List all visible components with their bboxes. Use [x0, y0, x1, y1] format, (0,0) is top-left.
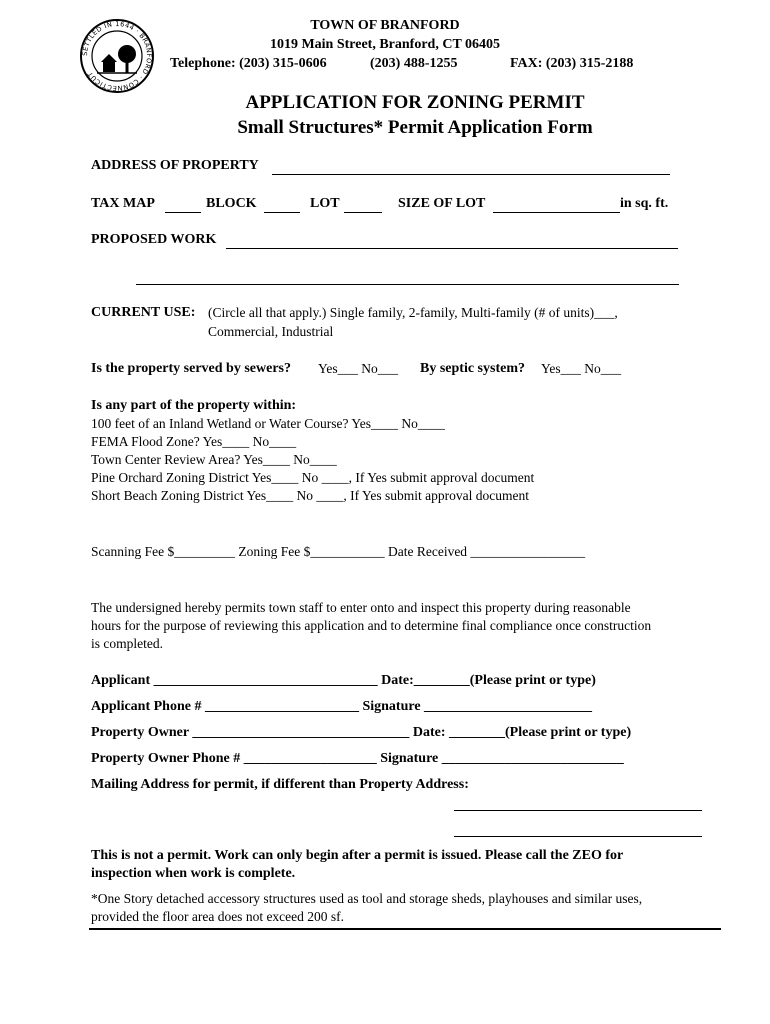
lot-label: LOT [310, 196, 340, 211]
fax: FAX: (203) 315-2188 [510, 56, 634, 71]
lot-field[interactable] [344, 212, 382, 213]
tax-map-label: TAX MAP [91, 196, 155, 211]
short-beach-item[interactable]: Short Beach Zoning District Yes____ No ____, If Yes submit approval document [91, 488, 529, 503]
current-use-label: CURRENT USE: [91, 305, 196, 320]
current-use-options[interactable]: (Circle all that apply.) Single family, 2-family, Multi-family (# of units)___, [208, 305, 618, 320]
tax-map-field[interactable] [165, 212, 201, 213]
proposed-work-field[interactable] [226, 248, 678, 249]
fees-line[interactable]: Scanning Fee $_________ Zoning Fee $___________ Date Received _________________ [91, 544, 586, 559]
size-of-lot-field[interactable] [493, 212, 620, 213]
septic-answer[interactable]: Yes___ No___ [541, 361, 622, 376]
owner-line[interactable]: Property Owner _______________________________ Date: ________(Please print or type) [91, 725, 632, 740]
notice-text: inspection when work is complete. [91, 866, 296, 881]
footnote-text: provided the floor area does not exceed 200 sf. [91, 909, 345, 924]
wetland-item[interactable]: 100 feet of an Inland Wetland or Water Course? Yes____ No____ [91, 416, 445, 431]
block-label: BLOCK [206, 196, 257, 211]
block-field[interactable] [264, 212, 300, 213]
sewers-question: Is the property served by sewers? [91, 361, 291, 376]
phone-secondary: (203) 488-1255 [370, 56, 458, 71]
consent-text: is completed. [91, 636, 163, 651]
applicant-phone-line[interactable]: Applicant Phone # ______________________ Signature ________________________ [91, 699, 593, 714]
svg-text:SETTLED IN 1644 · BRANFORD · C: SETTLED IN 1644 · BRANFORD · CONNECTICUT [80, 19, 154, 93]
mailing-address-field-2[interactable] [454, 836, 702, 837]
sewers-answer[interactable]: Yes___ No___ [318, 361, 399, 376]
owner-phone-line[interactable]: Property Owner Phone # ___________________ Signature __________________________ [91, 751, 624, 766]
within-heading: Is any part of the property within: [91, 398, 297, 413]
proposed-work-field-2[interactable] [136, 284, 679, 285]
page-title: APPLICATION FOR ZONING PERMIT [245, 92, 585, 113]
town-address: 1019 Main Street, Branford, CT 06405 [269, 37, 501, 52]
consent-text: The undersigned hereby permits town staff to enter onto and inspect this property during reasonable [91, 600, 631, 615]
septic-question: By septic system? [420, 361, 525, 376]
applicant-line[interactable]: Applicant ________________________________ Date:________(Please print or type) [91, 673, 596, 688]
size-of-lot-label: SIZE OF LOT [398, 196, 486, 211]
town-center-item[interactable]: Town Center Review Area? Yes____ No____ [91, 452, 337, 467]
flood-zone-item[interactable]: FEMA Flood Zone? Yes____ No____ [91, 434, 297, 449]
mailing-address-field[interactable] [454, 810, 702, 811]
mailing-address-label: Mailing Address for permit, if different than Property Address: [91, 777, 469, 792]
sq-ft-label: in sq. ft. [620, 196, 669, 211]
town-name: TOWN OF BRANFORD [310, 18, 460, 33]
address-field[interactable] [272, 174, 670, 175]
footer-rule [89, 928, 721, 930]
current-use-options-2[interactable]: Commercial, Industrial [208, 324, 334, 339]
page-subtitle: Small Structures* Permit Application Form [237, 117, 593, 138]
address-label: ADDRESS OF PROPERTY [91, 158, 259, 173]
telephone: Telephone: (203) 315-0606 [170, 56, 327, 71]
consent-text: hours for the purpose of reviewing this application and to determine final compliance once construction [91, 618, 652, 633]
footnote-text: *One Story detached accessory structures used as tool and storage sheds, playhouses and similar uses, [91, 891, 643, 906]
pine-orchard-item[interactable]: Pine Orchard Zoning District Yes____ No ____, If Yes submit approval document [91, 470, 535, 485]
proposed-work-label: PROPOSED WORK [91, 232, 217, 247]
notice-text: This is not a permit. Work can only begin after a permit is issued. Please call the ZEO for [91, 848, 624, 863]
